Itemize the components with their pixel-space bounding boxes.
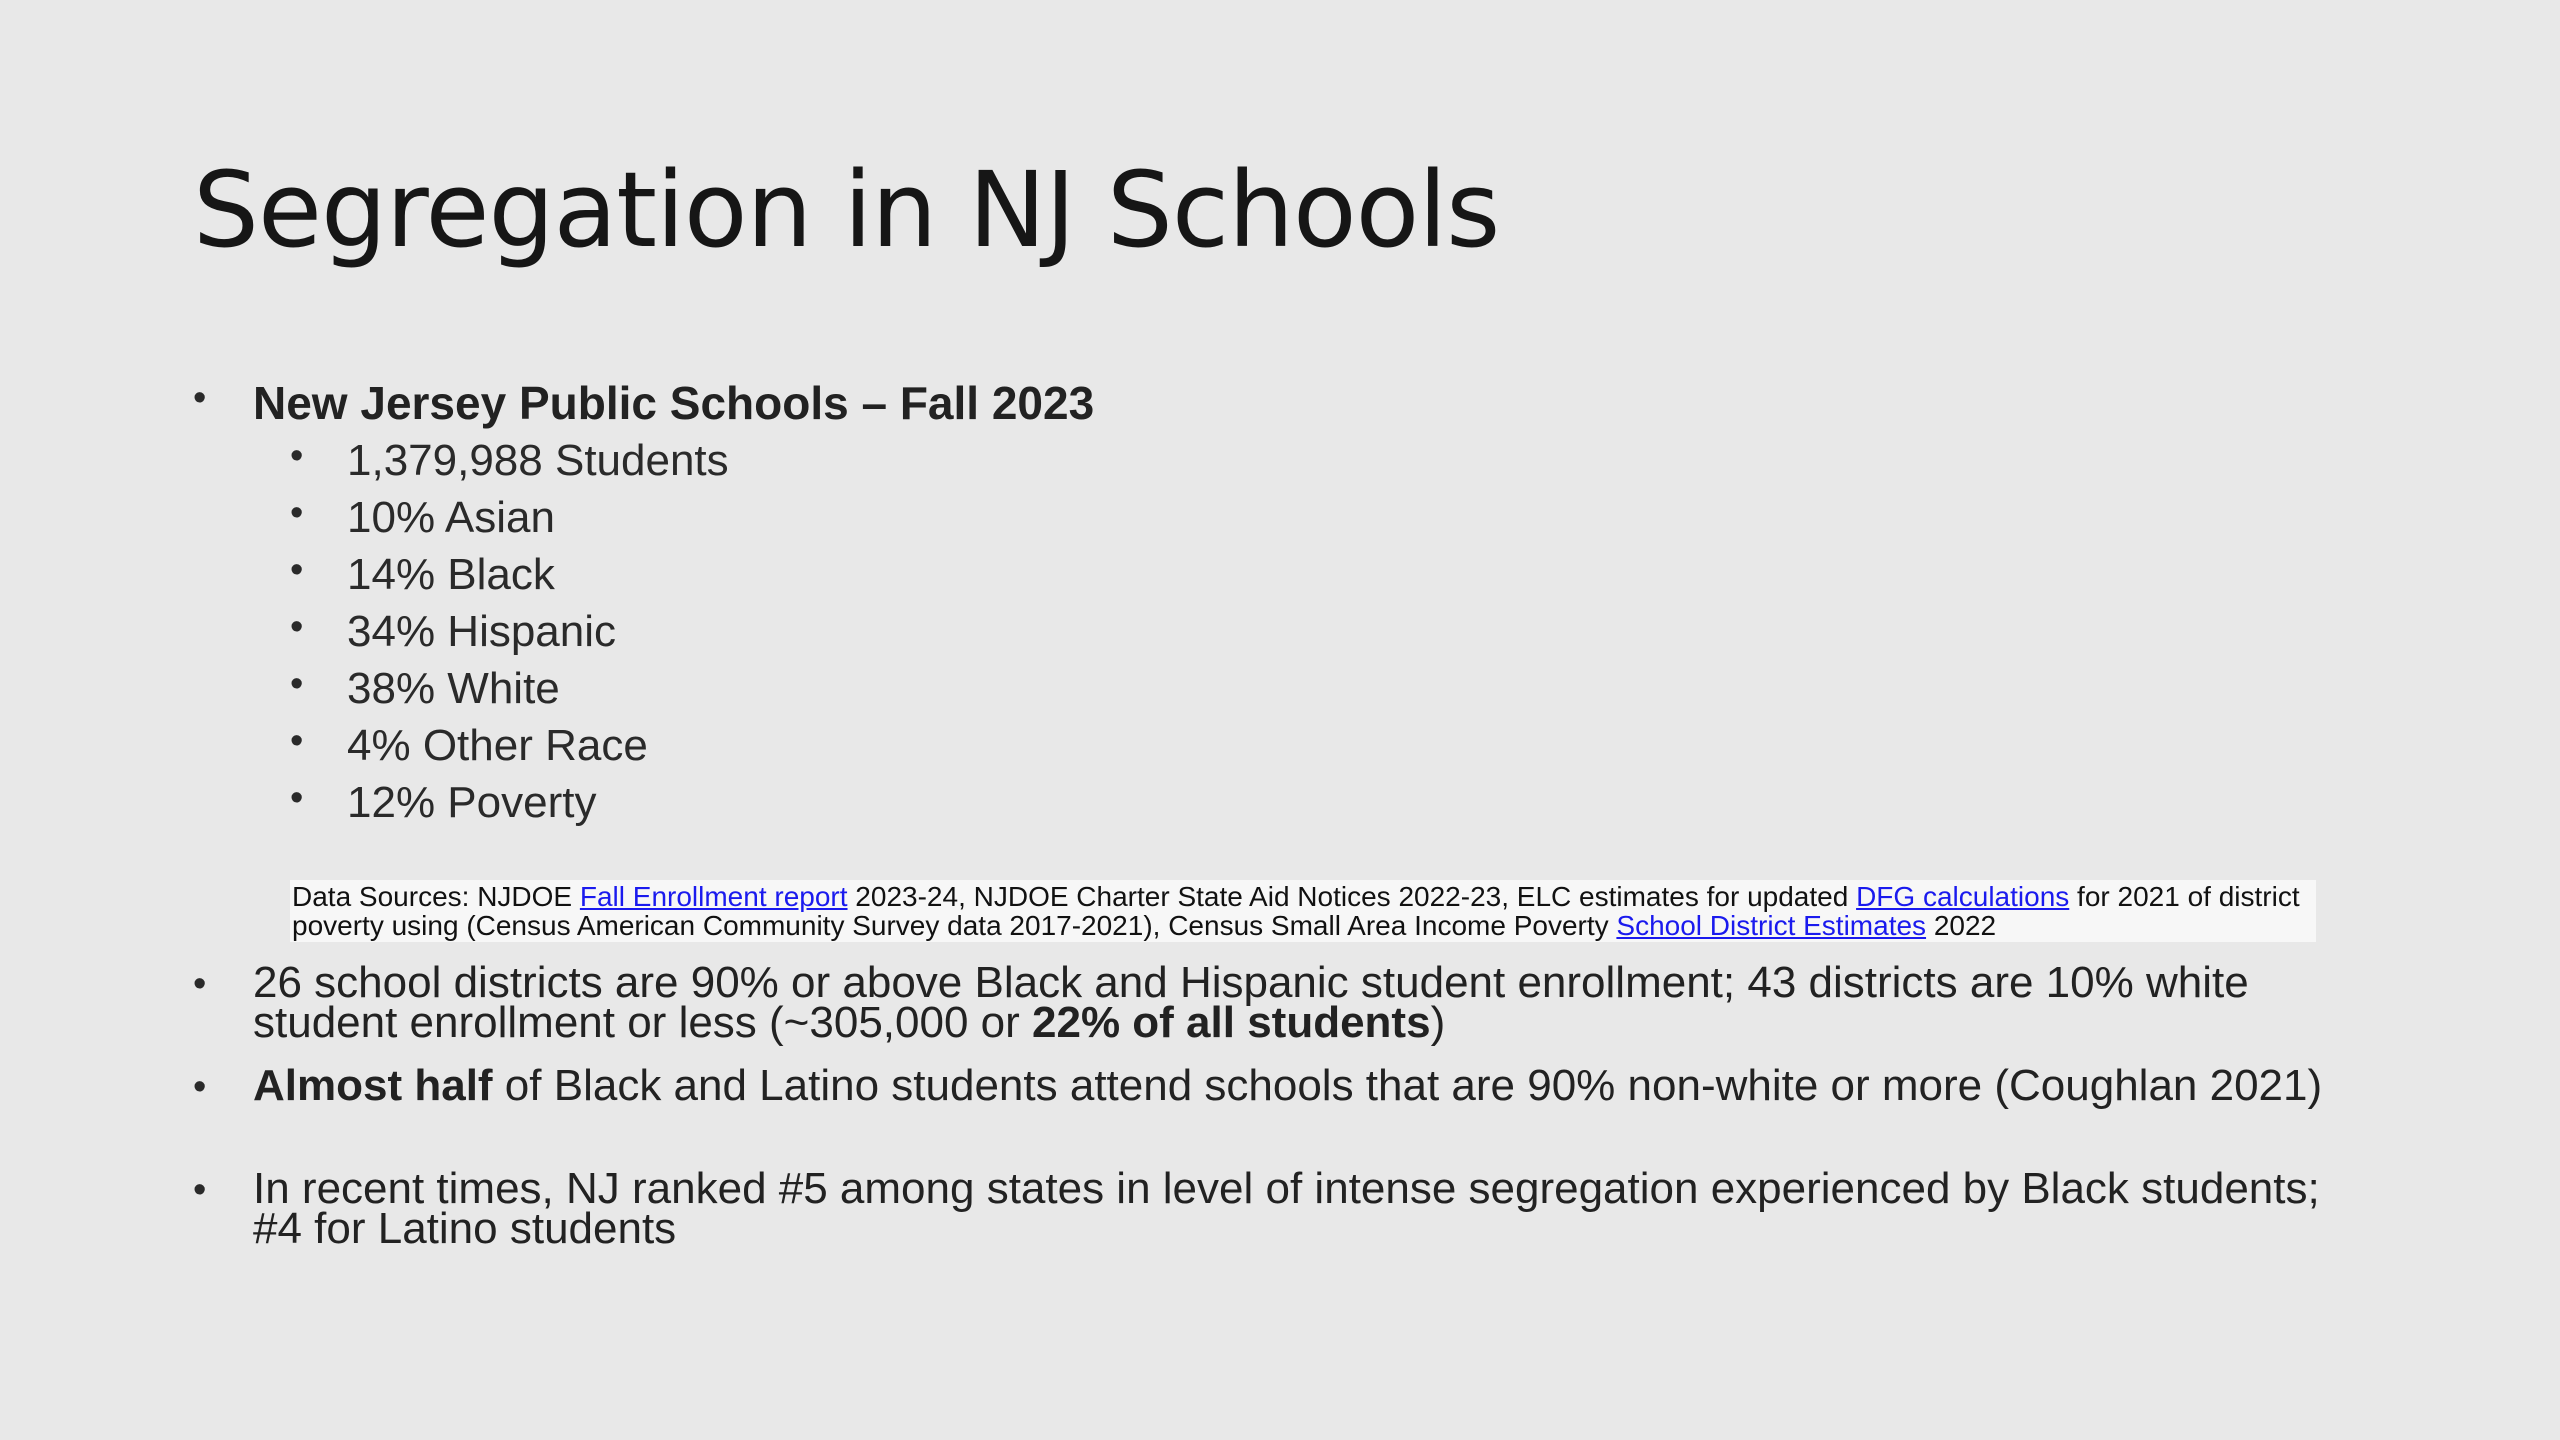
bullet-glyph: • <box>290 663 304 705</box>
bullet-text-part: of Black and Latino students attend schools that are 90% non-white or more (Coughlan 2021) <box>492 1061 2323 1110</box>
stat-text: 1,379,988 Students <box>347 436 729 485</box>
dfg-calculations-link[interactable]: DFG calculations <box>1856 881 2070 912</box>
bullet-glyph: • <box>290 492 304 534</box>
bullet-glyph: • <box>193 377 207 419</box>
stat-item <box>290 777 596 829</box>
stat-item <box>290 663 560 715</box>
stat-text: 38% White <box>347 664 560 713</box>
bullet-glyph: • <box>290 777 304 819</box>
stat-item <box>290 492 555 544</box>
stat-item <box>290 435 729 487</box>
school-district-estimates-link[interactable]: School District Estimates <box>1616 910 1927 941</box>
bullet-glyph: • <box>193 1169 207 1211</box>
bullet-glyph: • <box>290 606 304 648</box>
bullet-item-heading <box>193 377 1094 429</box>
bullet-glyph: • <box>290 720 304 762</box>
stat-text: 34% Hispanic <box>347 607 617 656</box>
stat-item <box>290 606 616 658</box>
bullet-text-bold: 22% of all students <box>1032 998 1431 1047</box>
sources-suffix: 2022 <box>1926 910 1997 941</box>
bullet-text-part: 26 school districts are 90% or above Black and Hispanic student enrollment; 43 districts are 10% white student enrollment or less (~305,000 or <box>253 958 2249 1047</box>
bullet-item <box>193 958 2343 1047</box>
section-heading: New Jersey Public Schools – Fall 2023 <box>253 377 1095 429</box>
stat-item <box>290 720 648 772</box>
bullet-text-bold: Almost half <box>253 1061 493 1110</box>
data-sources-note <box>290 880 2316 942</box>
stat-text: 14% Black <box>347 550 555 599</box>
bullet-text <box>253 1061 2343 1110</box>
fall-enrollment-report-link[interactable]: Fall Enrollment report <box>579 881 848 912</box>
bullet-glyph: • <box>290 435 304 477</box>
bullet-glyph: • <box>290 549 304 591</box>
sources-text: 2023-24, NJDOE Charter State Aid Notices 2022-23, ELC estimates for updated <box>847 881 1857 912</box>
stat-item <box>290 549 555 601</box>
sources-prefix: Data Sources: NJDOE <box>292 881 580 912</box>
bullet-glyph: • <box>193 1066 207 1108</box>
bullet-glyph: • <box>193 963 207 1005</box>
bullet-item <box>193 1061 2343 1110</box>
bullet-text: In recent times, NJ ranked #5 among states in level of intense segregation experienced by Black students; #4 for Latino students <box>253 1164 2320 1253</box>
bullet-item <box>193 1164 2343 1253</box>
stat-text: 4% Other Race <box>347 721 648 770</box>
stat-text: 12% Poverty <box>347 778 597 827</box>
sources-text: for 2021 of district poverty using (Census American Community Survey data 2017-2021), Census Small Area Income Poverty <box>292 881 2300 941</box>
bullet-text-part: ) <box>1430 998 1446 1047</box>
bullet-text <box>253 958 2343 1047</box>
stat-text: 10% Asian <box>347 493 555 542</box>
slide-title: Segregation in NJ Schools <box>193 149 1500 271</box>
